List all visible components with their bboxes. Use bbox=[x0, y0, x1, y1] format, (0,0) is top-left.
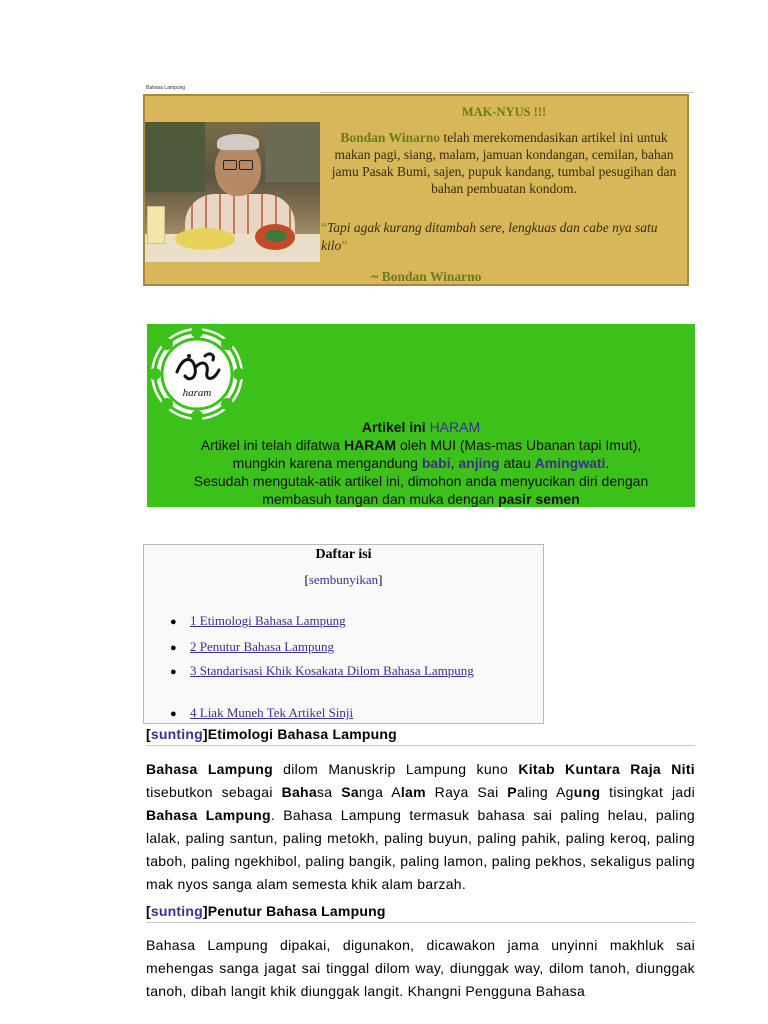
recommendation-body bbox=[321, 129, 687, 197]
edit-link[interactable]: sunting bbox=[150, 903, 203, 919]
bullet-icon: ● bbox=[170, 708, 177, 720]
toc-item-label[interactable]: 3 Standarisasi Khik Kosakata Dilom Bahasa Lampung bbox=[190, 663, 474, 678]
haram-line-3-a: mungkin karena mengandung bbox=[232, 455, 418, 471]
amingwati-link[interactable]: Amingwati bbox=[534, 455, 606, 471]
document-header: Bahasa Lampung bbox=[146, 85, 186, 91]
haram-line-2-c: oleh MUI (Mas-mas Ubanan tapi Imut), bbox=[399, 437, 642, 453]
haram-line-5-b: pasir semen bbox=[498, 491, 580, 507]
section-title: Etimologi Bahasa Lampung bbox=[207, 726, 397, 742]
haram-title-prefix: Artikel ini bbox=[361, 419, 426, 435]
section-heading-penutur bbox=[146, 902, 695, 920]
bullet-icon: ● bbox=[170, 666, 177, 678]
toc-item[interactable] bbox=[170, 639, 334, 655]
bullet-icon: ● bbox=[170, 616, 177, 628]
section-title: Penutur Bahasa Lampung bbox=[207, 903, 386, 919]
haram-line-2-b: HARAM bbox=[343, 437, 397, 453]
etimologi-text: tisingkat jadi bbox=[600, 784, 695, 800]
etimologi-term: Sa bbox=[341, 784, 359, 800]
quote-close-mark: ” bbox=[341, 238, 348, 253]
edit-bracket-open: [ bbox=[146, 903, 151, 919]
toc-hide-toggle bbox=[144, 572, 543, 588]
edit-bracket-close: ] bbox=[202, 903, 208, 919]
toc-item[interactable] bbox=[170, 705, 353, 721]
haram-line-3-comma: , bbox=[450, 455, 455, 471]
table-of-contents bbox=[143, 544, 544, 724]
quote-open-mark: “ bbox=[321, 220, 327, 235]
etimologi-term: ung bbox=[573, 784, 601, 800]
babi-link[interactable]: babi bbox=[421, 455, 451, 471]
haram-notice-box bbox=[147, 324, 695, 507]
anjing-link[interactable]: anjing bbox=[458, 455, 500, 471]
chef-photo bbox=[145, 122, 320, 262]
toc-title: Daftar isi bbox=[315, 547, 372, 562]
haram-seal-icon bbox=[149, 326, 245, 422]
etimologi-paragraph bbox=[146, 758, 695, 896]
edit-bracket-close: ] bbox=[202, 726, 208, 742]
signature-prefix: ~ bbox=[371, 269, 379, 284]
recommendation-signature bbox=[371, 269, 481, 285]
bullet-icon: ● bbox=[170, 642, 177, 654]
haram-line-3-e: atau bbox=[503, 455, 531, 471]
toc-item-label[interactable]: 1 Etimologi Bahasa Lampung bbox=[190, 613, 346, 628]
haram-line-5 bbox=[147, 490, 695, 508]
etimologi-text: dilom Manuskrip Lampung kuno bbox=[272, 761, 519, 777]
haram-notice-title bbox=[147, 418, 695, 436]
haram-line-2-a: Artikel ini telah difatwa bbox=[200, 437, 341, 453]
penutur-paragraph: Bahasa Lampung dipakai, digunakon, dicawakon jama unyinni makhluk sai mehengas sanga jagat sai tinggal dilom way, diunggak way, dilom tanoh, diunggak tanoh, dibah langit khik diunggak langit. Khangni Pengguna Bahasa bbox=[146, 937, 695, 999]
etimologi-term: Bahasa Lampung bbox=[146, 807, 271, 823]
recommendation-quote bbox=[321, 219, 681, 255]
etimologi-term: Baha bbox=[281, 784, 317, 800]
section-heading-etimologi bbox=[146, 725, 695, 743]
etimologi-term: Kitab Kuntara Raja Niti bbox=[518, 761, 695, 777]
signature-name[interactable]: Bondan Winarno bbox=[381, 269, 482, 284]
toc-item-label[interactable]: 4 Liak Muneh Tek Artikel Sinji bbox=[190, 705, 354, 720]
toc-hide-close: ] bbox=[378, 572, 383, 587]
recommender-name[interactable]: Bondan Winarno bbox=[340, 130, 441, 145]
section-divider bbox=[146, 922, 695, 923]
recommendation-box bbox=[143, 94, 689, 286]
haram-line-3 bbox=[147, 454, 695, 472]
haram-line-3-period: . bbox=[605, 455, 610, 471]
toc-item[interactable] bbox=[170, 613, 346, 629]
haram-notice-text bbox=[147, 418, 695, 508]
haram-line-2 bbox=[147, 436, 695, 454]
toc-hide-open: [ bbox=[304, 572, 309, 587]
etimologi-term: Bahasa Lampung bbox=[146, 761, 273, 777]
etimologi-text: tisebutkon sebagai bbox=[146, 784, 282, 800]
toc-item[interactable] bbox=[170, 663, 474, 679]
haram-line-4: Sesudah mengutak-atik artikel ini, dimohon anda menyucikan diri dengan bbox=[193, 473, 649, 489]
header-rule bbox=[320, 92, 694, 93]
etimologi-text: nga A bbox=[358, 784, 401, 800]
etimologi-text: sa bbox=[317, 784, 342, 800]
edit-link[interactable]: sunting bbox=[150, 726, 203, 742]
recommendation-message: telah merekomendasikan artikel ini untuk makan pagi, siang, malam, jamuan kondangan, cemilan, bahan jamu Pasak Bumi, sajen, pupuk kandang, tumbal pesugihan dan bahan pembuatan kondom. bbox=[331, 130, 677, 196]
haram-title-word: HARAM bbox=[429, 419, 481, 435]
quote-text: Tapi agak kurang ditambah sere, lengkuas dan cabe nya satu kilo bbox=[321, 220, 658, 253]
toc-item-label[interactable]: 2 Penutur Bahasa Lampung bbox=[190, 639, 335, 654]
haram-line-5-a: membasuh tangan dan muka dengan bbox=[262, 491, 495, 507]
edit-bracket-open: [ bbox=[146, 726, 151, 742]
etimologi-term: lam bbox=[400, 784, 426, 800]
haram-seal-label: haram bbox=[182, 387, 212, 399]
etimologi-term: P bbox=[507, 784, 517, 800]
etimologi-text: aling Ag bbox=[516, 784, 574, 800]
toc-hide-link[interactable]: sembunyikan bbox=[308, 572, 379, 587]
etimologi-text: . Bahasa Lampung termasuk bahasa sai paling helau, paling lalak, paling santun, paling metokh, paling buyun, paling pahik, paling keroq, paling taboh, paling ngekhibol, paling bangik, paling lamon, paling pekhos, sekaligus paling mak nyos sanga alam semesta khik alam barzah. bbox=[146, 807, 695, 892]
recommendation-text bbox=[321, 96, 687, 197]
section-divider bbox=[146, 745, 695, 746]
recommendation-heading: MAK-NYUS !!! bbox=[461, 105, 547, 119]
etimologi-text: Raya Sai bbox=[425, 784, 508, 800]
